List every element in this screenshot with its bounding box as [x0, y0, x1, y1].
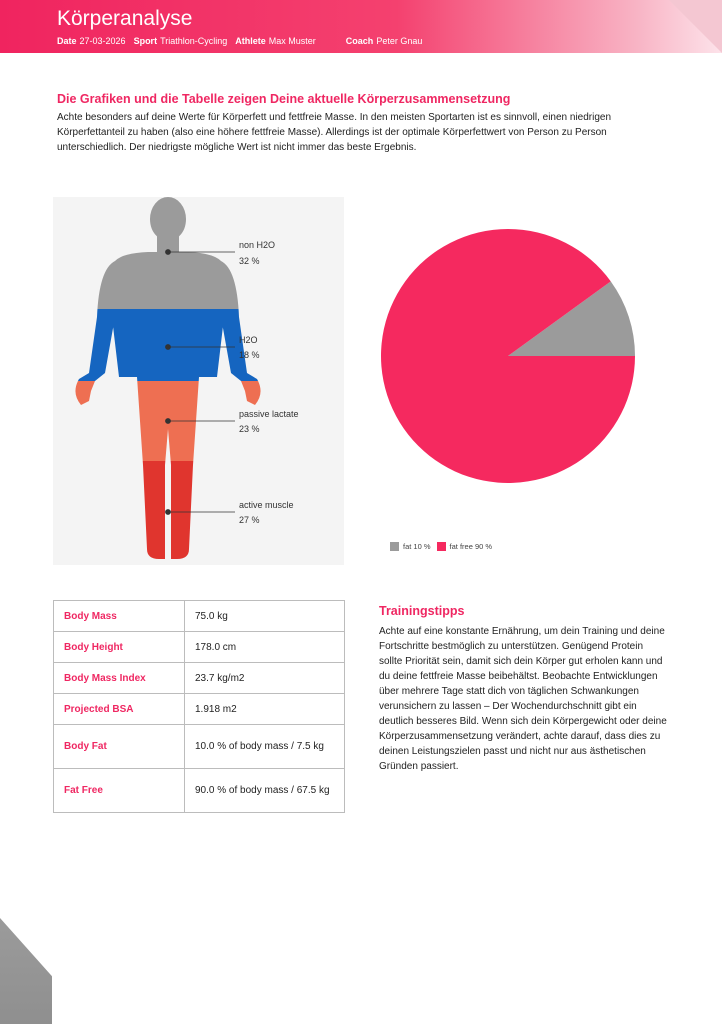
- row-value: 23.7 kg/m2: [185, 663, 345, 694]
- section-title: Die Grafiken und die Tabelle zeigen Deine aktuelle Körperzusammensetzung: [57, 92, 511, 106]
- table-row: [54, 663, 345, 694]
- body-stats-table: [53, 600, 345, 813]
- legend-label-fat: fat 10 %: [403, 542, 431, 551]
- row-value: 1.918 m2: [185, 694, 345, 725]
- pie-legend: [390, 542, 498, 551]
- value-non-h2o: 32 %: [239, 256, 260, 266]
- coach-field: [346, 36, 423, 46]
- row-key: Fat Free: [54, 769, 185, 813]
- row-key: Projected BSA: [54, 694, 185, 725]
- row-key: Body Mass: [54, 601, 185, 632]
- segment-non-h2o: [53, 197, 344, 309]
- label-passive-lactate: passive lactate: [239, 409, 299, 419]
- body-figure-svg: [53, 197, 344, 565]
- table-row: [54, 694, 345, 725]
- segment-h2o: [53, 309, 344, 381]
- legend-item-fat: [390, 542, 431, 551]
- label-non-h2o: non H2O: [239, 240, 276, 250]
- athlete-value: Max Muster: [268, 36, 316, 46]
- row-key: Body Height: [54, 632, 185, 663]
- coach-value: Peter Gnau: [376, 36, 423, 46]
- value-h2o: 18 %: [239, 350, 260, 360]
- page-title: Körperanalyse: [57, 7, 193, 30]
- table-row: [54, 769, 345, 813]
- sport-value: Triathlon-Cycling: [160, 36, 228, 46]
- athlete-label: Athlete: [235, 36, 266, 46]
- athlete-field: [235, 36, 316, 46]
- date-value: 27-03-2026: [79, 36, 126, 46]
- coach-label: Coach: [345, 36, 374, 46]
- tips-title: Trainingstipps: [379, 604, 465, 618]
- tips-text: Achte auf eine konstante Ernährung, um dein Training und deine Fortschritte bestmöglich zu unterstützen. Genügend Protein sollte Priorität sein, damit sich dein Körper gut erholen kann und du deine fettfreie Masse beibehältst. Beobachte Entwicklungen über mehrere Tage statt dich von täglichen Schwankungen verunsichern zu lassen – Der Wochendurchschnitt gibt ein deutlich besseres Bild. Wenn sich dein Körpergewicht oder deine Körperzusammensetzung verändert, achte darauf, dass dies zu deinen Leistungszielen passt und nicht nur aus ästhetischen Gründen passiert.: [379, 626, 667, 772]
- row-value: 90.0 % of body mass / 67.5 kg: [185, 769, 345, 813]
- header-fold-decoration: [669, 0, 722, 53]
- pie-slice-fat-free: [381, 229, 635, 483]
- table-row: [54, 632, 345, 663]
- legend-swatch-fat: [390, 542, 399, 551]
- report-header: [0, 0, 722, 53]
- body-fat-pie-chart: [378, 228, 638, 488]
- row-value: 10.0 % of body mass / 7.5 kg: [185, 725, 345, 769]
- row-key: Body Fat: [54, 725, 185, 769]
- pie-slices: [381, 229, 635, 483]
- value-active-muscle: 27 %: [239, 515, 260, 525]
- label-h2o: H2O: [239, 335, 258, 345]
- legend-swatch-fat-free: [437, 542, 446, 551]
- row-value: 178.0 cm: [185, 632, 345, 663]
- date-label: Date: [57, 36, 77, 46]
- sport-label: Sport: [133, 36, 158, 46]
- table-row: [54, 725, 345, 769]
- segment-active-muscle: [53, 461, 344, 565]
- row-value: 75.0 kg: [185, 601, 345, 632]
- report-meta: [57, 36, 430, 46]
- value-passive-lactate: 23 %: [239, 424, 260, 434]
- table-row: [54, 601, 345, 632]
- row-key: Body Mass Index: [54, 663, 185, 694]
- sport-field: [134, 36, 228, 46]
- intro-text: Achte besonders auf deine Werte für Körperfett und fettfreie Masse. In den meisten Sportarten ist es sinnvoll, einen niedrigen Körperfettanteil zu haben (also eine höhere fettfreie Masse). Allerdings ist der optimale Körperfettwert von Person zu Person unterschiedlich. Der niedrigste mögliche Wert ist nicht immer das beste Ergebnis.: [57, 112, 612, 153]
- legend-label-fat-free: fat free 90 %: [449, 542, 493, 551]
- legend-item-fat-free: [437, 542, 493, 551]
- label-active-muscle: active muscle: [239, 500, 294, 510]
- corner-decoration: [0, 918, 52, 1024]
- body-composition-figure: [53, 197, 344, 565]
- date-field: [57, 36, 126, 46]
